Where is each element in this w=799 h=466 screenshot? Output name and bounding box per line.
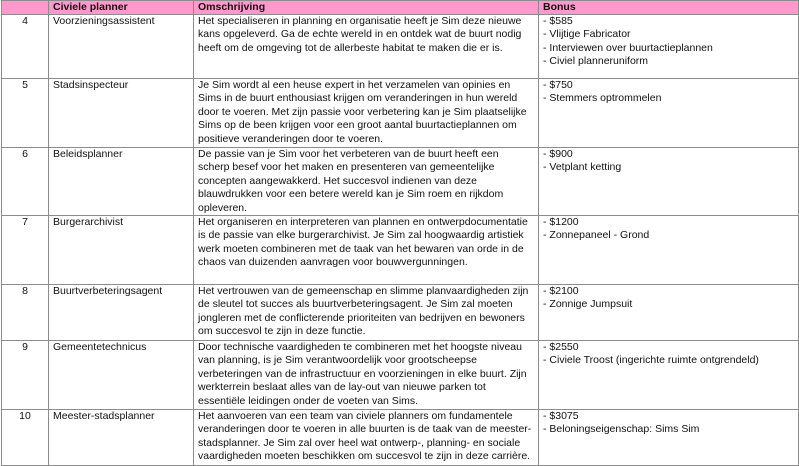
- header-planner: Civiele planner: [49, 1, 194, 15]
- bonus-item: - Interviewen over buurtactieplannen: [543, 41, 713, 54]
- bonus-item: - $2550: [543, 341, 579, 354]
- level-title: Stadsinspecteur: [49, 79, 194, 148]
- bonus-item: - Civiele Troost (ingerichte ruimte ontgrendeld): [543, 354, 759, 367]
- level-bonus: [539, 148, 799, 216]
- level-description: Het vertrouwen van de gemeenschap en slimme planvaardigheden zijn de sleutel tot succes als buurtverbeteringsagent. Je Sim zal moeten jongleren met de conflicterende prioriteiten van bedrijven en bewoners om succesvol te zijn in deze functie.: [194, 285, 539, 341]
- level-description: De passie van je Sim voor het verbeteren van de buurt heeft een scherp besef voor het maken en presenteren van gemeentelijke concepten aangewakkerd. Het succesvol indienen van deze blauwdrukken voor een betere wereld kan je Sim roem en rijkdom opleveren.: [194, 148, 539, 216]
- level-bonus: [539, 79, 799, 148]
- level-title: Burgerarchivist: [49, 216, 194, 285]
- level-description: Het aanvoeren van een team van civiele planners om fundamentele veranderingen door te voeren in alle buurten is de taak van de meester-stadsplanner. Je Sim zal over heel wat ontwerp-, planning- en sociale vaardigheden moeten beschikken om succesvol te zijn in deze carrière.: [194, 410, 539, 466]
- bonus-item: - Beloningseigenschap: Sims Sim: [543, 423, 700, 436]
- level-bonus: [539, 341, 799, 410]
- career-levels-table: [1, 0, 799, 466]
- level-description: Het organiseren en interpreteren van plannen en ontwerpdocumentatie is de passie van elke burgerarchivist. Je Sim zal hoogwaardig artistiek werk moeten combineren met de taak van het bewaren van orde in de chaos van duizenden aanvragen voor bouwvergunningen.: [194, 216, 539, 285]
- level-number: 4: [2, 15, 49, 79]
- bonus-item: - $3075: [543, 410, 579, 423]
- header-bonus: Bonus: [539, 1, 799, 15]
- level-number: 9: [2, 341, 49, 410]
- level-bonus: [539, 285, 799, 341]
- table-row: [2, 410, 799, 466]
- bonus-item: - Zonnige Jumpsuit: [543, 298, 633, 311]
- bonus-item: - $1200: [543, 216, 579, 229]
- level-title: Beleidsplanner: [49, 148, 194, 216]
- bonus-item: - $750: [543, 79, 573, 91]
- table-row: [2, 216, 799, 285]
- bonus-item: - Zonnepaneel - Grond: [543, 229, 650, 242]
- level-title: Buurtverbeteringsagent: [49, 285, 194, 341]
- level-number: 5: [2, 79, 49, 148]
- table-row: [2, 148, 799, 216]
- level-bonus: [539, 410, 799, 466]
- bonus-item: - $585: [543, 15, 573, 27]
- level-title: Voorzieningsassistent: [49, 15, 194, 79]
- level-bonus: [539, 15, 799, 79]
- bonus-item: - Stemmers optrommelen: [543, 92, 662, 105]
- level-description: Door technische vaardigheden te combineren met het hoogste niveau van planning, is je Sim verantwoordelijk voor grootscheepse verbeteringen van de infrastructuur en voorzieningen in elke buurt. Zijn werkterrein beslaat alles van de lay-out van nieuwe parken tot essentiële leidingen onder de voeten van Sims.: [194, 341, 539, 410]
- bonus-item: - Vetplant ketting: [543, 161, 622, 174]
- level-number: 7: [2, 216, 49, 285]
- bonus-item: - $900: [543, 148, 573, 160]
- level-title: Meester-stadsplanner: [49, 410, 194, 466]
- table-row: [2, 79, 799, 148]
- table-body: [2, 15, 799, 466]
- header-description: Omschrijving: [194, 1, 539, 15]
- level-description: Het specialiseren in planning en organisatie heeft je Sim deze nieuwe kans opgeleverd. Ga de echte wereld in en ontdek wat de buurt nodig heeft om de omgeving tot de allerbeste habitat te maken die er is.: [194, 15, 539, 79]
- level-bonus: [539, 216, 799, 285]
- table-row: [2, 285, 799, 341]
- bonus-item: - Civiel planneruniform: [543, 55, 649, 68]
- bonus-item: - $2100: [543, 285, 579, 298]
- table-row: [2, 341, 799, 410]
- bonus-item: - Vlijtige Fabricator: [543, 28, 631, 41]
- table-header-row: [2, 1, 799, 15]
- level-description: Je Sim wordt al een heuse expert in het verzamelen van opinies en Sims in de buurt enthousiast krijgen om veranderingen in hun wereld door te voeren. Met zijn passie voor verbetering kan je Sim plaatselijke Sims op de been krijgen voor een groot aantal buurtactieplannen om positieve veranderingen door te voeren.: [194, 79, 539, 148]
- level-number: 6: [2, 148, 49, 216]
- level-number: 8: [2, 285, 49, 341]
- table-row: [2, 15, 799, 79]
- header-level: [2, 1, 49, 15]
- level-title: Gemeentetechnicus: [49, 341, 194, 410]
- level-number: 10: [2, 410, 49, 466]
